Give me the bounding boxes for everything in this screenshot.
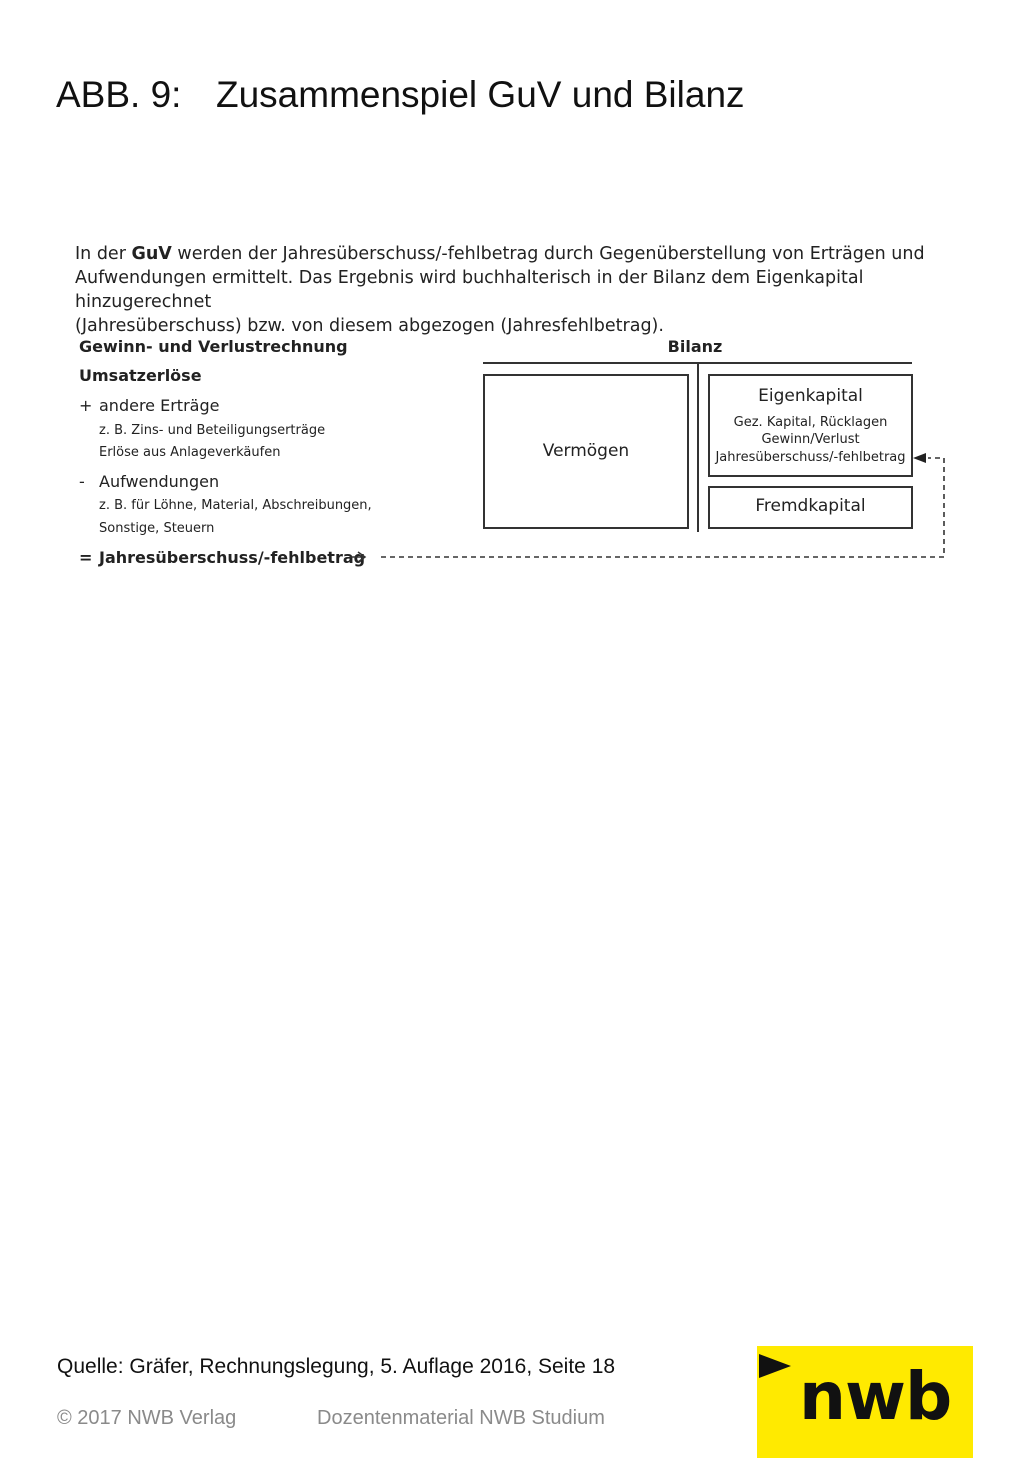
- logo-text: nwb: [799, 1358, 952, 1435]
- plus-sign: +: [79, 396, 93, 415]
- figure-title: Zusammenspiel GuV und Bilanz: [216, 74, 745, 115]
- debt-label: Fremdkapital: [755, 496, 866, 516]
- intro-bold-guv: GuV: [131, 244, 172, 264]
- guv-other-income-example-2: Erlöse aus Anlageverkäufen: [99, 445, 281, 460]
- intro-text: werden der Jahresüberschuss/-fehlbetrag durch Gegenüberstellung von Erträgen und: [171, 244, 925, 264]
- minus-sign: -: [79, 472, 85, 491]
- equals-sign: =: [79, 548, 93, 567]
- figure-number: ABB. 9:: [56, 74, 182, 115]
- logo-play-icon: [757, 1352, 797, 1382]
- footer-copyright: © 2017 NWB Verlag: [57, 1407, 237, 1429]
- guv-expenses-example-1: z. B. für Löhne, Material, Abschreibungen,: [99, 498, 372, 513]
- guv-revenue: Umsatzerlöse: [79, 366, 202, 385]
- source-citation: Quelle: Gräfer, Rechnungslegung, 5. Auflage 2016, Seite 18: [57, 1355, 616, 1378]
- intro-line-3: (Jahresüberschuss) bzw. von diesem abgezogen (Jahresfehlbetrag).: [75, 316, 664, 336]
- transfer-arrowhead-icon: [913, 453, 926, 463]
- footer-material: Dozentenmaterial NWB Studium: [317, 1407, 605, 1429]
- guv-expenses-example-2: Sonstige, Steuern: [99, 521, 215, 536]
- intro-line-2: Aufwendungen ermittelt. Das Ergebnis wird buchhalterisch in der Bilanz dem Eigenkapital hinzugerechnet: [75, 268, 864, 312]
- assets-label: Vermögen: [542, 441, 630, 461]
- guv-expenses: Aufwendungen: [99, 472, 220, 491]
- equity-sub-3: Jahresüberschuss/-fehlbetrag: [715, 450, 906, 465]
- equity-sub-1: Gez. Kapital, Rücklagen: [733, 415, 888, 430]
- guv-result: Jahresüberschuss/-fehlbetrag: [99, 548, 366, 567]
- guv-other-income-example-1: z. B. Zins- und Beteiligungserträge: [99, 423, 326, 438]
- equity-label: Eigenkapital: [758, 386, 863, 406]
- nwb-logo: [757, 1346, 973, 1458]
- bilanz-heading: Bilanz: [667, 337, 723, 356]
- equity-sub-2: Gewinn/Verlust: [761, 432, 860, 447]
- guv-heading: Gewinn- und Verlustrechnung: [79, 337, 348, 356]
- guv-other-income: andere Erträge: [99, 396, 220, 415]
- intro-text: In der: [75, 244, 132, 264]
